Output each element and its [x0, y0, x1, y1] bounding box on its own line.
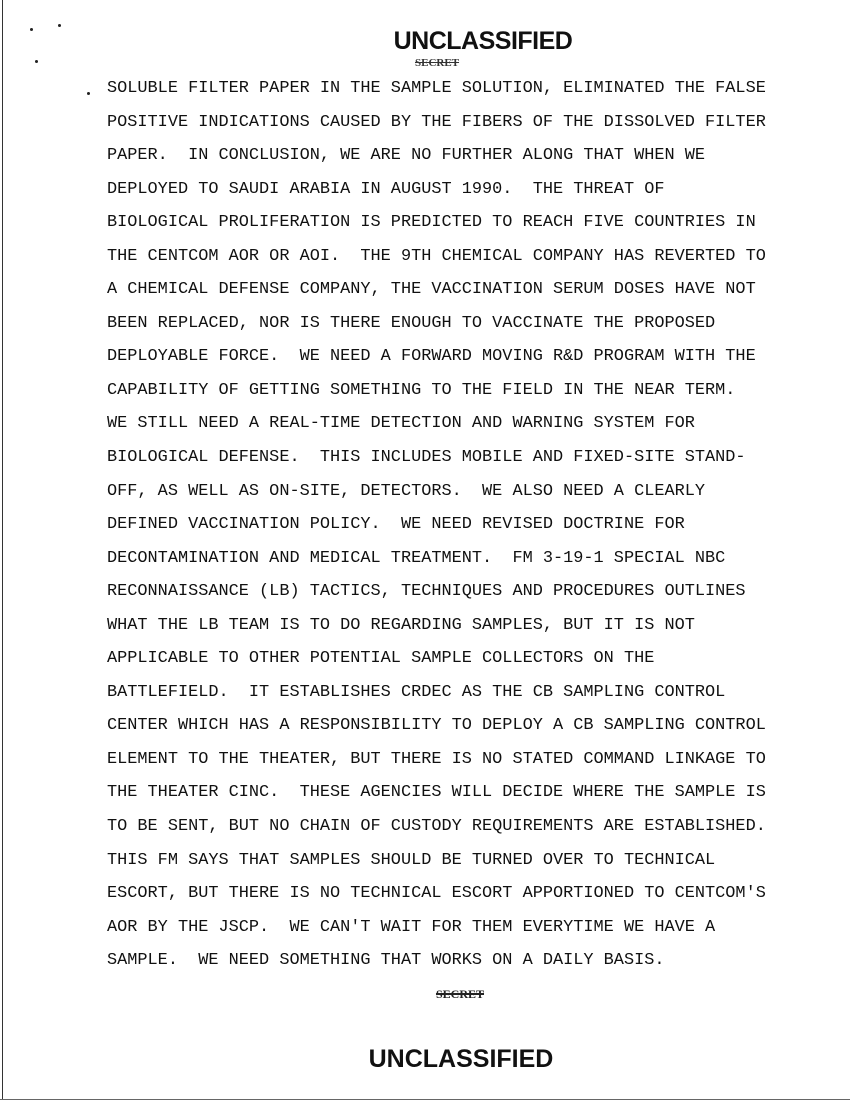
- scan-speck: [87, 92, 90, 95]
- text-line: BATTLEFIELD. IT ESTABLISHES CRDEC AS THE CB SAMPLING CONTROL: [107, 682, 726, 702]
- text-line: A CHEMICAL DEFENSE COMPANY, THE VACCINATION SERUM DOSES HAVE NOT: [107, 280, 756, 300]
- struck-marking-footer: SECRET: [435, 987, 485, 1001]
- text-line: CENTER WHICH HAS A RESPONSIBILITY TO DEPLOY A CB SAMPLING CONTROL: [107, 716, 766, 736]
- text-line: SOLUBLE FILTER PAPER IN THE SAMPLE SOLUTION, ELIMINATED THE FALSE: [107, 79, 766, 98]
- text-line: DEPLOYED TO SAUDI ARABIA IN AUGUST 1990. THE THREAT OF: [107, 179, 665, 199]
- text-line: THIS FM SAYS THAT SAMPLES SHOULD BE TURNED OVER TO TECHNICAL: [107, 850, 716, 870]
- text-line: CAPABILITY OF GETTING SOMETHING TO THE FIELD IN THE NEAR TERM.: [107, 380, 736, 400]
- text-line: DECONTAMINATION AND MEDICAL TREATMENT. FM 3-19-1 SPECIAL NBC: [107, 548, 726, 568]
- struck-marking-header: SECRET: [415, 57, 460, 69]
- text-line: THE CENTCOM AOR OR AOI. THE 9TH CHEMICAL COMPANY HAS REVERTED TO: [107, 246, 766, 266]
- text-line: AOR BY THE JSCP. WE CAN'T WAIT FOR THEM EVERYTIME WE HAVE A: [107, 917, 716, 937]
- text-line: POSITIVE INDICATIONS CAUSED BY THE FIBERS OF THE DISSOLVED FILTER: [107, 112, 766, 132]
- text-line: DEFINED VACCINATION POLICY. WE NEED REVISED DOCTRINE FOR: [107, 515, 685, 535]
- scan-speck: [58, 24, 61, 27]
- scan-bottom-edge: [0, 1099, 850, 1100]
- text-line: SAMPLE. WE NEED SOMETHING THAT WORKS ON A DAILY BASIS.: [107, 951, 665, 971]
- text-line: ESCORT, BUT THERE IS NO TECHNICAL ESCORT APPORTIONED TO CENTCOM'S: [107, 884, 766, 904]
- text-line: DEPLOYABLE FORCE. WE NEED A FORWARD MOVING R&D PROGRAM WITH THE: [107, 347, 756, 367]
- text-line: OFF, AS WELL AS ON-SITE, DETECTORS. WE ALSO NEED A CLEARLY: [107, 481, 706, 501]
- scan-speck: [35, 60, 38, 63]
- text-line: BIOLOGICAL DEFENSE. THIS INCLUDES MOBILE AND FIXED-SITE STAND-: [107, 448, 746, 468]
- text-line: RECONNAISSANCE (LB) TACTICS, TECHNIQUES AND PROCEDURES OUTLINES: [107, 582, 746, 602]
- text-line: TO BE SENT, BUT NO CHAIN OF CUSTODY REQUIREMENTS ARE ESTABLISHED.: [107, 817, 766, 837]
- document-body: [107, 72, 766, 978]
- text-line: PAPER. IN CONCLUSION, WE ARE NO FURTHER ALONG THAT WHEN WE: [107, 146, 706, 166]
- classification-footer: UNCLASSIFIED: [368, 1045, 554, 1073]
- classification-header: UNCLASSIFIED: [393, 27, 573, 55]
- text-line: THE THEATER CINC. THESE AGENCIES WILL DECIDE WHERE THE SAMPLE IS: [107, 783, 766, 803]
- text-line: ELEMENT TO THE THEATER, BUT THERE IS NO STATED COMMAND LINKAGE TO: [107, 749, 766, 769]
- text-line: BIOLOGICAL PROLIFERATION IS PREDICTED TO REACH FIVE COUNTRIES IN: [107, 213, 756, 233]
- text-line: WE STILL NEED A REAL-TIME DETECTION AND WARNING SYSTEM FOR: [107, 414, 695, 434]
- scan-left-edge: [2, 0, 3, 1100]
- text-line: APPLICABLE TO OTHER POTENTIAL SAMPLE COLLECTORS ON THE: [107, 649, 655, 669]
- text-line: BEEN REPLACED, NOR IS THERE ENOUGH TO VACCINATE THE PROPOSED: [107, 313, 716, 333]
- text-line: WHAT THE LB TEAM IS TO DO REGARDING SAMPLES, BUT IT IS NOT: [107, 615, 695, 635]
